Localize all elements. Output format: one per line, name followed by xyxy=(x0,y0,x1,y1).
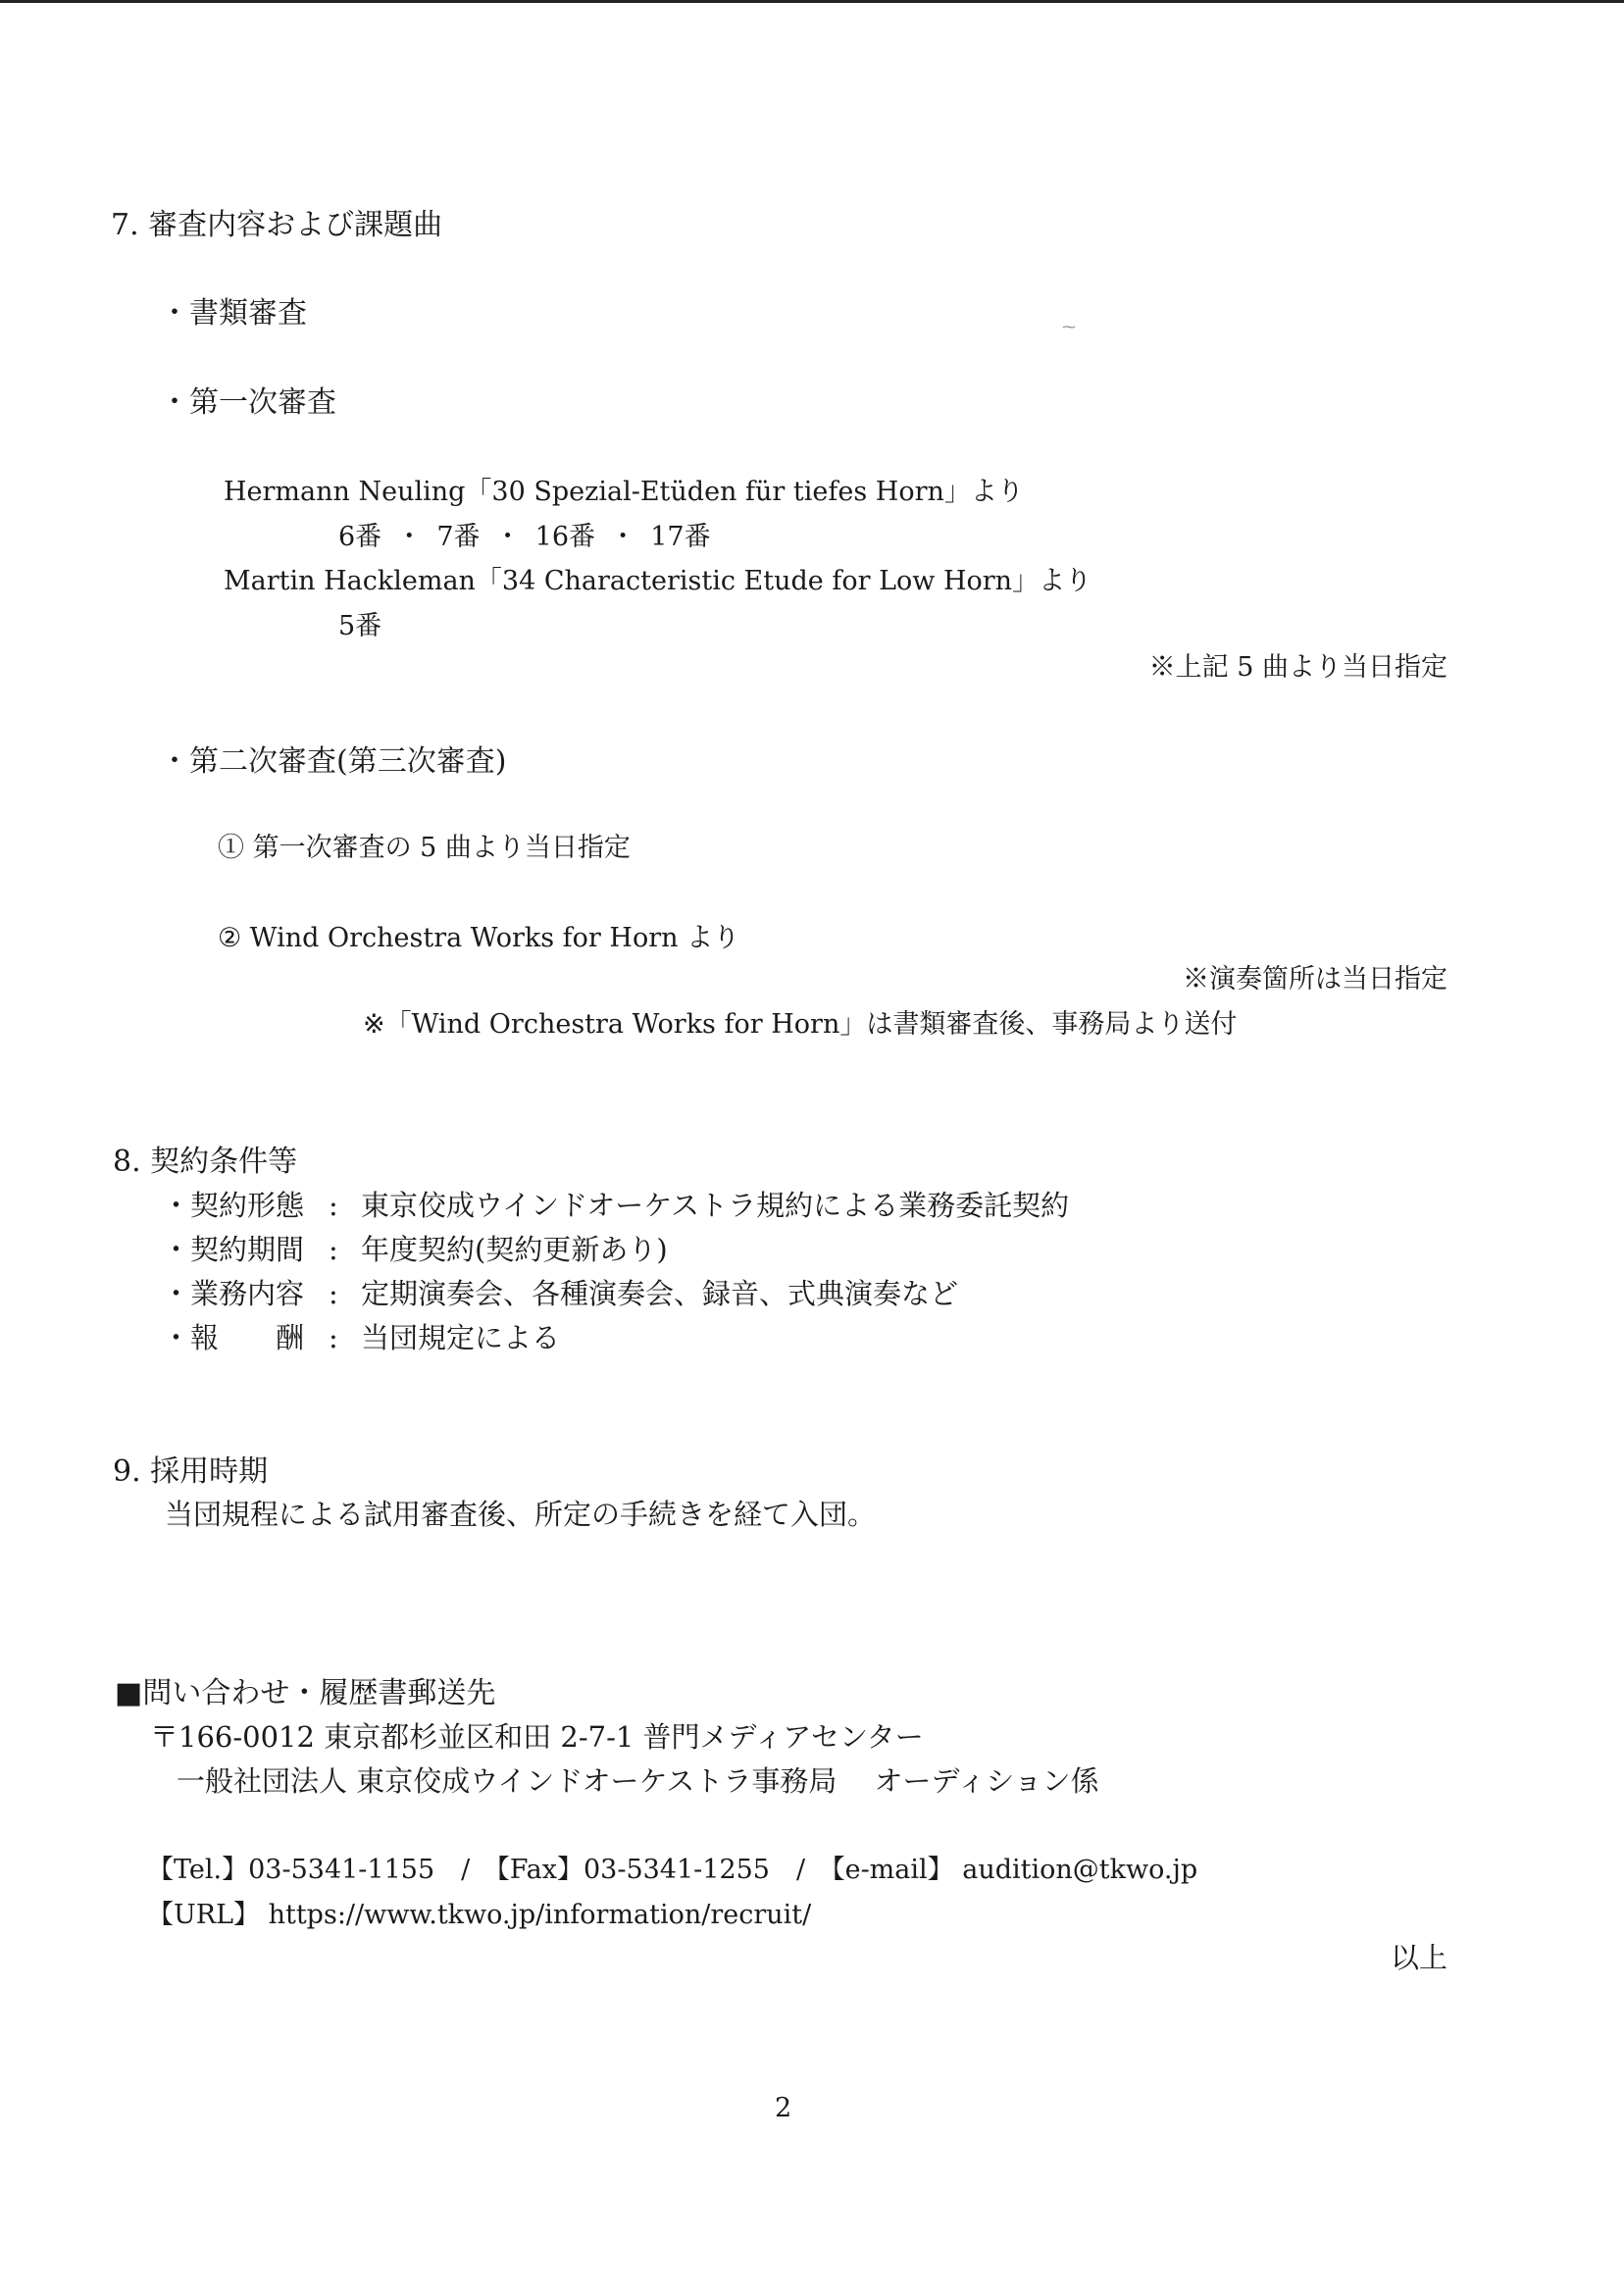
scan-edge-line xyxy=(0,0,1624,3)
second-round-note-1: ※演奏箇所は当日指定 xyxy=(1183,964,1447,994)
first-round-note: ※上記 5 曲より当日指定 xyxy=(1148,652,1447,683)
contract-type-label: ・契約形態 xyxy=(162,1189,305,1222)
first-round-neuling-numbers: 6番 ・ 7番 ・ 16番 ・ 17番 xyxy=(338,522,711,552)
compensation-label: ・報 酬 xyxy=(162,1321,305,1354)
contract-period-sep: : xyxy=(329,1233,338,1266)
contact-tel-fax-email: 【Tel.】03-5341-1155 / 【Fax】03-5341-1255 / 【e-mail】 audition@tkwo.jp xyxy=(147,1855,1198,1885)
contract-period-label: ・契約期間 xyxy=(162,1233,305,1266)
contract-period-value: 年度契約(契約更新あり) xyxy=(361,1233,668,1266)
contact-url: 【URL】 https://www.tkwo.jp/information/recruit/ xyxy=(147,1900,812,1930)
duties-value: 定期演奏会、各種演奏会、録音、式典演奏など xyxy=(361,1277,959,1310)
first-round-heading: ・第一次審査 xyxy=(160,385,336,420)
second-round-item-1: ① 第一次審査の 5 曲より当日指定 xyxy=(218,833,631,863)
scan-speck: ⁓ xyxy=(1062,320,1076,335)
contact-organization: 一般社団法人 東京佼成ウインドオーケストラ事務局 オーディション係 xyxy=(177,1764,1099,1798)
page-number: 2 xyxy=(775,2093,792,2123)
section7-heading: 7. 審査内容および課題曲 xyxy=(111,208,443,242)
second-round-note-2: ※「Wind Orchestra Works for Horn」は書類審査後、事務局より送付 xyxy=(363,1009,1238,1040)
second-round-item-2: ② Wind Orchestra Works for Horn より xyxy=(218,923,740,953)
document-review-heading: ・書類審査 xyxy=(160,296,307,331)
section8-heading: 8. 契約条件等 xyxy=(113,1145,298,1179)
second-round-heading: ・第二次審査(第三次審査) xyxy=(160,744,507,779)
section9-heading: 9. 採用時期 xyxy=(113,1454,269,1489)
closing-mark: 以上 xyxy=(1390,1941,1447,1974)
compensation-sep: : xyxy=(329,1321,338,1354)
duties-sep: : xyxy=(329,1277,338,1310)
contract-type-sep: : xyxy=(329,1189,338,1222)
compensation-value: 当団規定による xyxy=(361,1321,561,1354)
first-round-piece-neuling: Hermann Neuling「30 Spezial-Etüden für tiefes Horn」より xyxy=(224,477,1024,507)
section9-body: 当団規程による試用審査後、所定の手続きを経て入団。 xyxy=(165,1498,877,1531)
contact-address: 〒166-0012 東京都杉並区和田 2-7-1 普門メディアセンター xyxy=(150,1720,924,1754)
contact-heading: ■問い合わせ・履歴書郵送先 xyxy=(115,1676,496,1710)
first-round-piece-hackleman: Martin Hackleman「34 Characteristic Etude for Low Horn」より xyxy=(224,566,1092,596)
contract-type-value: 東京佼成ウインドオーケストラ規約による業務委託契約 xyxy=(361,1189,1070,1222)
first-round-hackleman-number: 5番 xyxy=(338,611,382,641)
duties-label: ・業務内容 xyxy=(162,1277,305,1310)
